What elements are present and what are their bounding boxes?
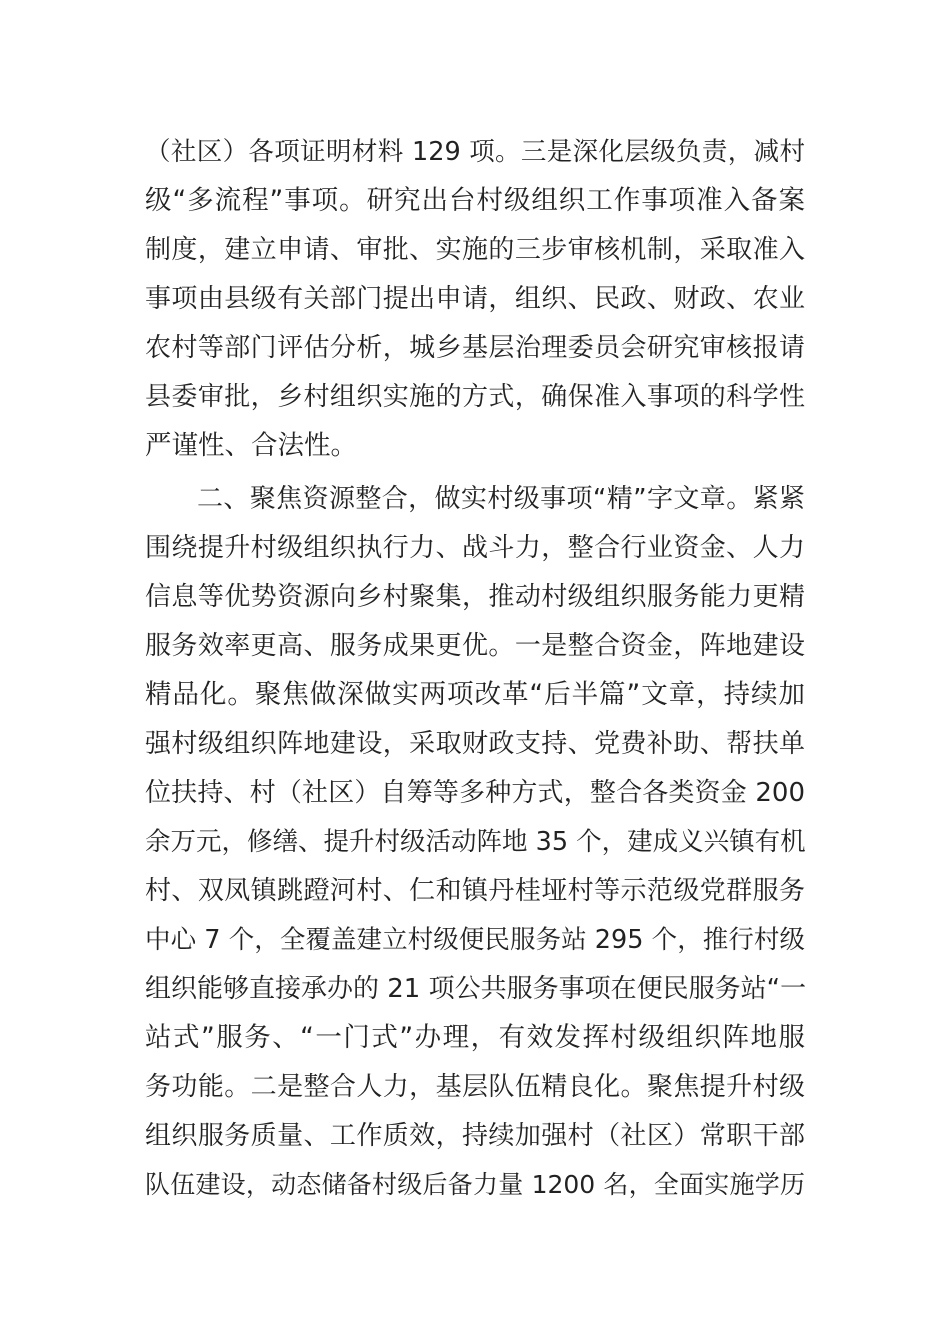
text-line-16: 村、双凤镇跳蹬河村、仁和镇丹桂垭村等示范级党群服务 [145,876,805,906]
text-line-18: 组织能够直接承办的 21 项公共服务事项在便民服务站“一 [145,974,807,1004]
text-line-10: 信息等优势资源向乡村聚集，推动村级组织服务能力更精 [145,582,805,612]
text-line-6: 县委审批，乡村组织实施的方式，确保准入事项的科学性 [145,382,805,412]
text-line-4: 事项由县级有关部门提出申请，组织、民政、财政、农业 [145,284,805,314]
text-line-12: 精品化。聚焦做深做实两项改革“后半篇”文章，持续加 [145,679,805,710]
text-line-19: 站式”服务、“一门式”办理，有效发挥村级组织阵地服 [145,1022,805,1053]
text-line-11: 服务效率更高、服务成果更优。一是整合资金，阵地建设 [145,631,805,661]
section-heading-line: 二、聚焦资源整合，做实村级事项“精”字文章。紧紧 [197,484,805,514]
text-line-17: 中心 7 个，全覆盖建立村级便民服务站 295 个，推行村级 [145,925,805,955]
text-line-22: 队伍建设，动态储备村级后备力量 1200 名，全面实施学历 [145,1170,805,1199]
text-line-7: 严谨性、合法性。 [145,430,357,461]
text-line-5: 农村等部门评估分析，城乡基层治理委员会研究审核报请 [145,333,805,363]
text-line-15: 余万元，修缮、提升村级活动阵地 35 个，建成义兴镇有机 [145,827,806,857]
text-line-2: 级“多流程”事项。研究出台村级组织工作事项准入备案 [145,185,805,216]
text-line-13: 强村级组织阵地建设，采取财政支持、党费补助、帮扶单 [145,729,805,759]
text-line-21: 组织服务质量、工作质效，持续加强村（社区）常职干部 [145,1121,805,1151]
text-line-1: （社区）各项证明材料 129 项。三是深化层级负责，减村 [145,137,805,167]
text-line-14: 位扶持、村（社区）自筹等多种方式，整合各类资金 200 [145,778,805,808]
text-line-20: 务功能。二是整合人力，基层队伍精良化。聚焦提升村级 [145,1072,805,1102]
text-line-3: 制度，建立申请、审批、实施的三步审核机制，采取准入 [145,235,805,265]
text-line-9: 围绕提升村级组织执行力、战斗力，整合行业资金、人力 [145,533,805,563]
